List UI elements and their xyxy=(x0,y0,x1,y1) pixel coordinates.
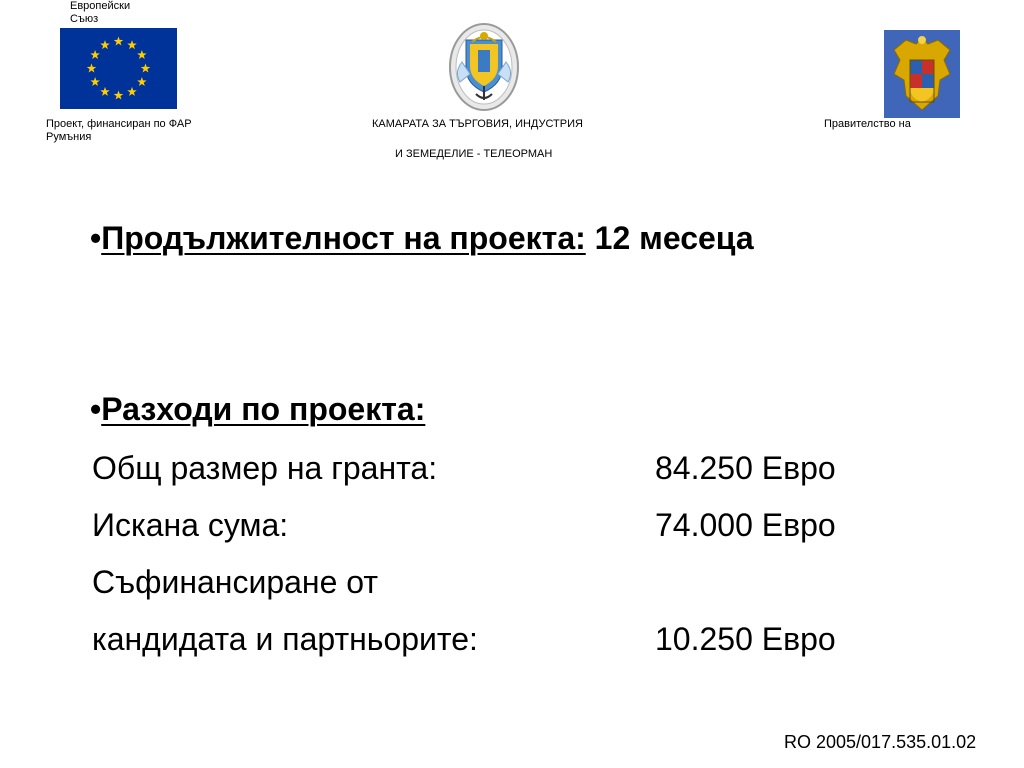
center-caption-line2: И ЗЕМЕДЕЛИЕ - ТЕЛЕОРМАН xyxy=(395,148,553,160)
eu-star-icon xyxy=(114,91,124,100)
eu-label-line1: Европейски xyxy=(70,0,131,12)
eu-star-icon xyxy=(90,50,100,59)
center-caption-line1: КАМАРАТА ЗА ТЪРГОВИЯ, ИНДУСТРИЯ xyxy=(372,118,583,130)
cost-row-value-2: 74.000 Евро xyxy=(655,507,836,543)
right-caption: Правителство на xyxy=(824,118,911,130)
eu-star-icon xyxy=(137,77,147,86)
cost-row-value-4: 10.250 Евро xyxy=(655,621,836,657)
cost-row-label-1: Общ размер на гранта: xyxy=(92,450,438,486)
duration-bullet: • xyxy=(90,220,102,256)
duration-label: Продължителност на проекта: xyxy=(101,220,586,256)
cost-row-label-3: Съфинансиране от xyxy=(92,564,379,600)
costs-heading-line xyxy=(90,390,425,428)
romania-coat-of-arms-icon xyxy=(884,30,960,118)
cost-row-value-1: 84.250 Евро xyxy=(655,450,836,486)
eu-star-icon xyxy=(90,77,100,86)
project-code: RO 2005/017.535.01.02 xyxy=(784,732,977,752)
eu-label xyxy=(70,0,130,26)
left-caption xyxy=(46,118,192,144)
eu-star-icon xyxy=(141,64,151,73)
cost-row-label-2: Искана сума: xyxy=(92,507,289,543)
left-caption-line2: Румъния xyxy=(46,131,92,143)
left-caption-line1: Проект, финансиран по ФАР xyxy=(46,118,192,130)
duration-line xyxy=(90,219,754,257)
eu-star-icon xyxy=(127,40,137,49)
eu-star-icon xyxy=(87,64,97,73)
eu-label-line2: Съюз xyxy=(70,13,99,25)
eu-star-icon xyxy=(100,87,110,96)
duration-value: 12 месеца xyxy=(585,220,754,256)
eu-star-icon xyxy=(114,37,124,46)
eu-flag-icon xyxy=(60,28,177,109)
eu-star-icon xyxy=(100,40,110,49)
chamber-emblem-icon xyxy=(448,22,520,112)
cost-row-label-4: кандидата и партньорите: xyxy=(92,621,478,657)
costs-heading: Разходи по проекта: xyxy=(101,391,426,427)
costs-bullet: • xyxy=(90,391,102,427)
eu-star-icon xyxy=(127,87,137,96)
eu-star-icon xyxy=(137,50,147,59)
